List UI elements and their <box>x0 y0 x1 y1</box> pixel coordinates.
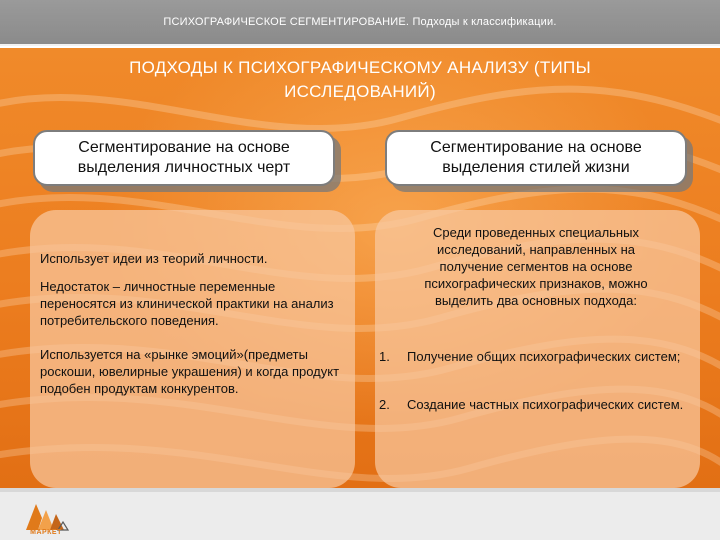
right-intro: Среди проведенных специальных исследований, направленных на получение сегментов на основе психографических признаков, можно выделить два основных подхода: <box>424 225 648 308</box>
logo-text: МАРКЕТ <box>30 529 62 536</box>
left-title-line2: выделения личностных черт <box>77 159 291 176</box>
section-heading-line2: ИССЛЕДОВАНИЙ) <box>284 82 436 101</box>
left-title-line1: Сегментирование на основе <box>78 139 290 156</box>
header-bar <box>0 0 720 46</box>
left-paragraph-3: Используется на «рынке эмоций»(предметы роскоши, ювелирные украшения) и когда продукт подобен продуктам конкурентов. <box>40 347 340 396</box>
right-title-line2: выделения стилей жизни <box>442 159 630 176</box>
footer-divider <box>0 488 720 492</box>
section-heading-line1: ПОДХОДЫ К ПСИХОГРАФИЧЕСКОМУ АНАЛИЗУ (ТИПЫ <box>129 58 591 77</box>
header-divider <box>0 44 720 46</box>
right-title-line1: Сегментирование на основе <box>430 139 642 156</box>
list-item-text: Получение общих психографических систем; <box>407 349 681 364</box>
list-item-number: 2. <box>379 397 390 412</box>
header-title: ПСИХОГРАФИЧЕСКОЕ СЕГМЕНТИРОВАНИЕ. Подходы к классификации. <box>163 16 557 28</box>
right-description-box <box>375 210 700 488</box>
section-heading <box>60 56 660 104</box>
left-paragraph-1: Использует идеи из теорий личности. <box>40 251 268 266</box>
main-panel <box>0 48 720 488</box>
left-approach-title <box>33 130 335 186</box>
left-description-box <box>30 210 355 488</box>
list-item-text: Создание частных психографических систем. <box>407 397 684 412</box>
right-approach-title <box>385 130 687 186</box>
list-item-number: 1. <box>379 349 390 364</box>
footer-bar <box>0 488 720 540</box>
left-paragraph-2: Недостаток – личностные переменные переносятся из клинической практики на анализ потребительского поведения. <box>40 279 334 328</box>
